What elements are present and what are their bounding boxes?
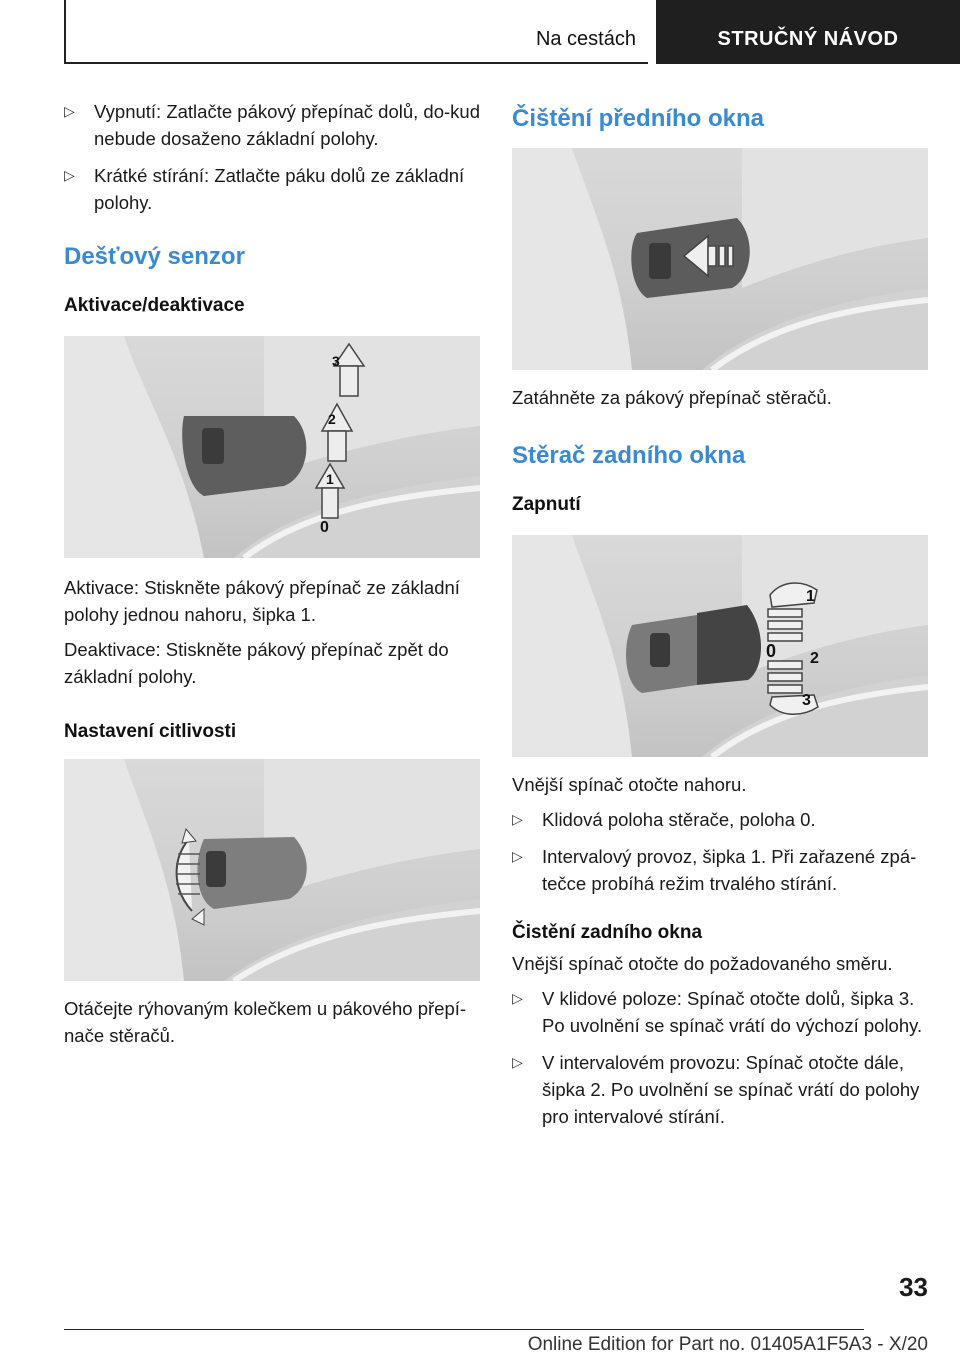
list-item-text: Intervalový provoz, šipka 1. Při zařazené zpá-tečce probíhá režim trvalého stírání. [542, 846, 917, 894]
triangle-bullet-icon: ▷ [512, 811, 523, 827]
triangle-bullet-icon: ▷ [512, 848, 523, 864]
arrow-label: 1 [806, 588, 815, 605]
list-item [64, 162, 480, 216]
figure-sensitivity-wheel [64, 759, 480, 981]
pull-lever-illustration [512, 148, 928, 370]
paragraph-rear-wash-intro: Vnější spínač otočte do požadovaného směru. [512, 953, 893, 974]
header-section-title: Na cestách [535, 28, 636, 50]
subsection-title-activation: Aktivace/deaktivace [64, 295, 245, 316]
triangle-bullet-icon: ▷ [64, 167, 75, 183]
header-bottom-rule [64, 62, 648, 64]
lever-illustration [64, 336, 480, 558]
subsection-title-switch-on: Zapnutí [512, 494, 581, 515]
list-item-text: V intervalovém provozu: Spínač otočte dále, šipka 2. Po uvolnění se spínač vrátí do polohy pro intervalové stírání. [542, 1052, 920, 1127]
subsection-title-rear-wash: Čistění zadního okna [512, 922, 703, 943]
figure-front-wash-lever [512, 148, 928, 370]
left-column [64, 98, 480, 1049]
paragraph-front-wash: Zatáhněte za pákový přepínač stěračů. [512, 387, 832, 408]
arrow-label: 3 [332, 353, 340, 369]
section-title-front-wash: Čištění předního okna [512, 105, 765, 132]
list-item-text: V klidové poloze: Spínač otočte dolů, šipka 3. Po uvolnění se spínač vrátí do výchozí polohy. [542, 988, 923, 1036]
list-item-text: Vypnutí: Zatlačte pákový přepínač dolů, do-kud nebude dosaženo základní polohy. [94, 101, 480, 149]
figure-rear-wiper-switch [512, 535, 928, 757]
list-item [512, 843, 928, 897]
header-chapter-block [656, 0, 960, 64]
triangle-bullet-icon: ▷ [512, 1054, 523, 1070]
list-item [512, 1049, 928, 1130]
rear-switch-illustration [512, 535, 928, 757]
arrow-label: 1 [326, 471, 334, 487]
arrow-label: 0 [766, 641, 777, 661]
list-item [512, 806, 928, 833]
paragraph-sensitivity: Otáčejte rýhovaným kolečkem u pákového přepí-nače stěračů. [64, 998, 467, 1046]
list-item [64, 98, 480, 152]
page-number: 33 [899, 1272, 928, 1302]
list-item-text: Klidová poloha stěrače, poloha 0. [542, 809, 816, 830]
section-title-rain-sensor: Dešťový senzor [64, 243, 245, 270]
paragraph-rear-intro: Vnější spínač otočte nahoru. [512, 774, 747, 795]
subsection-title-sensitivity: Nastavení citlivosti [64, 721, 237, 742]
triangle-bullet-icon: ▷ [64, 103, 75, 119]
list-item [512, 985, 928, 1039]
footer-rule [64, 1329, 864, 1330]
arrow-label: 0 [320, 519, 329, 536]
footer-edition: Online Edition for Part no. 01405A1F5A3 - X/20 [527, 1334, 928, 1355]
right-column [512, 98, 928, 1140]
arrow-label: 2 [328, 411, 336, 427]
paragraph-deactivation: Deaktivace: Stiskněte pákový přepínač zpět do základní polohy. [64, 639, 449, 687]
arrow-label: 2 [810, 650, 819, 667]
section-title-rear-wiper: Stěrač zadního okna [512, 442, 746, 469]
header-left-rule [64, 0, 66, 64]
figure-rain-sensor-lever [64, 336, 480, 558]
paragraph-activation: Aktivace: Stiskněte pákový přepínač ze základní polohy jednou nahoru, šipka 1. [64, 577, 460, 625]
list-item-text: Krátké stírání: Zatlačte páku dolů ze základní polohy. [94, 165, 465, 213]
wheel-illustration [64, 759, 480, 981]
triangle-bullet-icon: ▷ [512, 990, 523, 1006]
header-chapter-title: STRUČNÝ NÁVOD [717, 28, 899, 50]
arrow-label: 3 [802, 692, 811, 709]
